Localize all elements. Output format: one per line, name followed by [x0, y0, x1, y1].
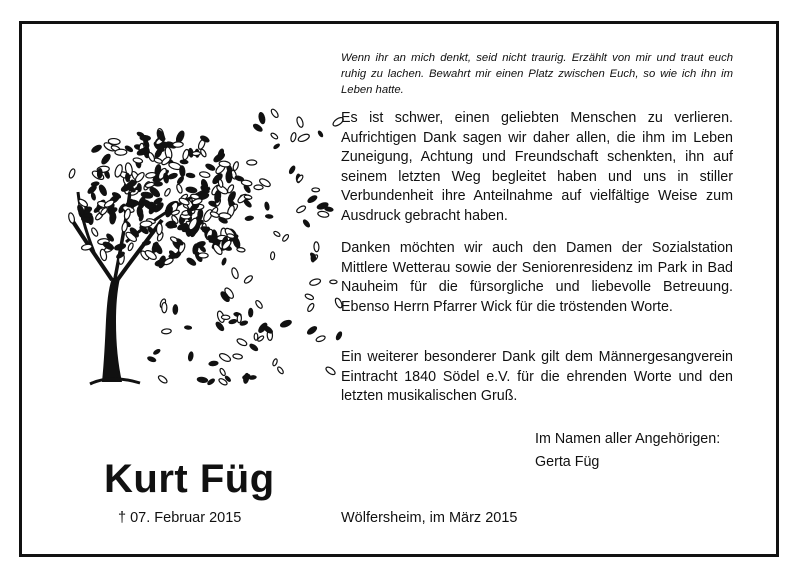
- signature-block: [535, 428, 720, 474]
- signature-line-1: Im Namen aller Angehörigen:: [535, 431, 721, 447]
- death-date: † 07. Februar 2015: [118, 510, 242, 526]
- windblown-tree-illustration: [50, 92, 345, 392]
- signature-line-2: Gerta Füg: [535, 454, 600, 470]
- place-and-date: Wölfersheim, im März 2015: [341, 510, 518, 526]
- thanks-paragraph-3: Ein weiterer besonderer Dank gilt dem Männergesangverein Eintracht 1840 Södel e.V. für die ehrenden Worte und den letzten musikalischen Gruß.: [341, 349, 733, 404]
- motto-verse: Wenn ihr an mich denkt, seid nicht traurig. Erzählt von mir und traut euch ruhig zu lachen. Bewahrt mir einen Platz zwischen Euch, so wie ich ihn im Leben hatte.: [341, 52, 733, 96]
- thanks-paragraph-1: Es ist schwer, einen geliebten Menschen zu verlieren. Aufrichtigen Dank sagen wir daher allen, die ihm im Leben Zuneigung, Achtung und Freundschaft schenkten, ihn auf seinem letzten Weg begleitet haben und uns in stiller Verbundenheit ihre Anteilnahme auf vielfältige Weise zum Ausdruck gebracht haben.: [341, 110, 733, 224]
- deceased-name: Kurt Füg: [104, 457, 275, 501]
- thanks-paragraph-2: Danken möchten wir auch den Damen der Sozialstation Mittlere Wetterau sowie der Seniorenresidenz im Park in Bad Nauheim für die fürsorgliche und liebevolle Betreuung. Ebenso Herrn Pfarrer Wick für die tröstenden Worte.: [341, 240, 733, 315]
